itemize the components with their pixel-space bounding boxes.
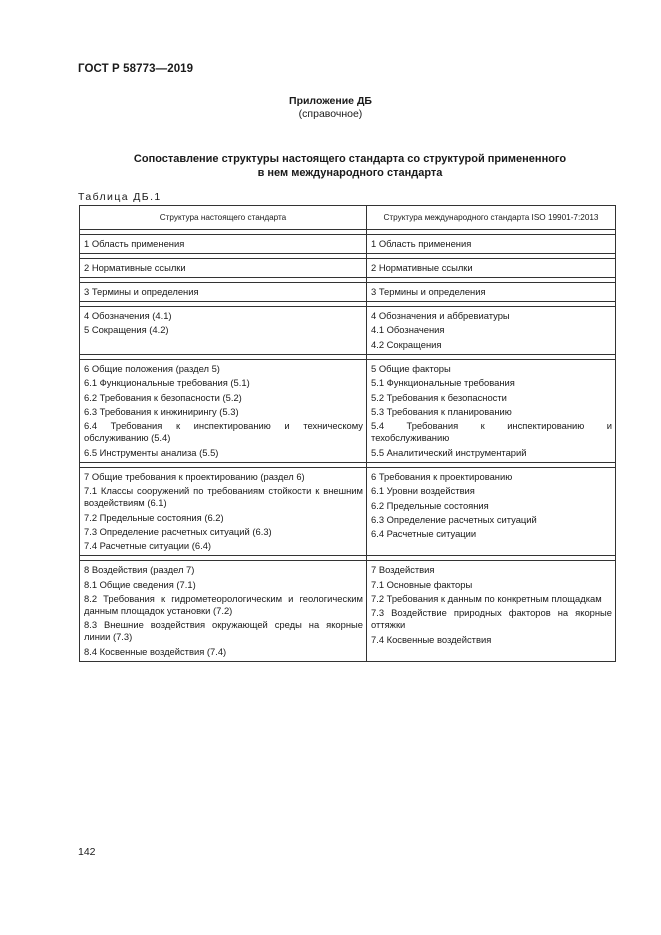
table-row	[80, 283, 616, 302]
cell-international	[367, 283, 616, 302]
section-item: 6.3 Требования к инжинирингу (5.3)	[84, 405, 239, 417]
section-item: 4.2 Сокращения	[371, 338, 442, 350]
section-item: 7.2 Требования к данным по конкретным площадкам	[371, 593, 602, 605]
comparison-table	[79, 205, 616, 662]
section-item: 5.3 Требования к планированию	[371, 405, 512, 417]
table-body	[80, 230, 616, 662]
cell-national	[80, 467, 367, 556]
section-item: 2 Нормативные ссылки	[371, 262, 473, 273]
section-item: 8.4 Косвенные воздействия (7.4)	[84, 645, 227, 657]
section-item: 7.3 Определение расчетных ситуаций (6.3)	[84, 525, 272, 537]
cell-national	[80, 259, 367, 278]
cell-international	[367, 359, 616, 462]
section-item: 6.2 Предельные состояния	[371, 499, 489, 511]
section-item: 6 Требования к проектированию	[371, 470, 513, 482]
page-title-line-2: в нем международного стандарта	[257, 167, 443, 179]
section-item: 6.3 Определение расчетных ситуаций	[371, 513, 537, 525]
table-row	[80, 359, 616, 462]
section-item: 6 Общие положения (раздел 5)	[84, 362, 220, 374]
section-item: 7.3 Воздействие природных факторов на якорные оттяжки	[371, 607, 612, 631]
section-item: 5.5 Аналитический инструментарий	[371, 446, 527, 458]
table-row	[80, 235, 616, 254]
section-item: 2 Нормативные ссылки	[84, 262, 186, 273]
cell-international	[367, 235, 616, 254]
cell-international	[367, 259, 616, 278]
section-item: 1 Область применения	[84, 238, 185, 249]
annex-title: Приложение ДБ	[289, 95, 372, 107]
table-row	[80, 259, 616, 278]
section-item: 5 Сокращения (4.2)	[84, 324, 169, 336]
page-title-line-1: Сопоставление структуры настоящего стандарта со структурой примененного	[133, 153, 567, 165]
section-item: 7.1 Классы сооружений по требованиям стойкости к внешним воздействиям (6.1)	[84, 485, 363, 509]
cell-national	[80, 359, 367, 462]
cell-national	[80, 283, 367, 302]
page-title	[110, 152, 590, 180]
section-item: 6.4 Требования к инспектированию и техническому обслуживанию (5.4)	[84, 420, 363, 444]
section-item: 6.1 Функциональные требования (5.1)	[84, 377, 250, 389]
cell-national	[80, 235, 367, 254]
cell-national	[80, 561, 367, 662]
section-item: 6.1 Уровни воздействия	[371, 485, 475, 497]
section-item: 7.4 Расчетные ситуации (6.4)	[84, 540, 212, 552]
section-item: 1 Область применения	[371, 238, 472, 249]
section-item: 8.3 Внешние воздействия окружающей среды на якорные линии (7.3)	[84, 619, 363, 643]
section-item: 5 Общие факторы	[371, 362, 451, 374]
column-header-national: Структура настоящего стандарта	[80, 206, 367, 230]
annex-subtitle: (справочное)	[298, 108, 363, 120]
cell-national	[80, 307, 367, 355]
section-item: 7 Общие требования к проектированию (раздел 6)	[84, 470, 305, 482]
section-item: 6.2 Требования к безопасности (5.2)	[84, 391, 242, 403]
section-item: 5.2 Требования к безопасности	[371, 391, 507, 403]
section-item: 3 Термины и определения	[84, 286, 199, 297]
table-row	[80, 561, 616, 662]
section-item: 6.5 Инструменты анализа (5.5)	[84, 446, 219, 458]
annex-heading	[0, 95, 661, 121]
table-header-row	[80, 206, 616, 230]
section-item: 4 Обозначения (4.1)	[84, 310, 172, 321]
section-item: 7.2 Предельные состояния (6.2)	[84, 511, 224, 523]
table-row	[80, 307, 616, 355]
section-item: 3 Термины и определения	[371, 286, 486, 297]
table-row	[80, 467, 616, 556]
section-item: 4.1 Обозначения	[371, 324, 445, 336]
section-item: 7 Воздействия	[371, 564, 435, 576]
section-item: 5.1 Функциональные требования	[371, 377, 515, 389]
column-header-international: Структура международного стандарта ISO 19901-7:2013	[367, 206, 616, 230]
section-item: 5.4 Требования к инспектированию и техобслуживанию	[371, 420, 612, 444]
section-item: 7.1 Основные факторы	[371, 578, 473, 590]
section-item: 7.4 Косвенные воздействия	[371, 633, 492, 645]
comparison-table-container	[79, 205, 615, 662]
page-number: 142	[78, 846, 96, 858]
table-label: Таблица ДБ.1	[78, 191, 162, 203]
document-code: ГОСТ Р 58773—2019	[78, 63, 194, 75]
cell-international	[367, 561, 616, 662]
section-item: 4 Обозначения и аббревиатуры	[371, 310, 510, 321]
section-item: 6.4 Расчетные ситуации	[371, 528, 477, 540]
cell-international	[367, 467, 616, 556]
cell-international	[367, 307, 616, 355]
section-item: 8.1 Общие сведения (7.1)	[84, 578, 196, 590]
section-item: 8.2 Требования к гидрометеорологическим и геологическим данным площадок установки (7.2)	[84, 593, 363, 617]
section-item: 8 Воздействия (раздел 7)	[84, 564, 195, 576]
